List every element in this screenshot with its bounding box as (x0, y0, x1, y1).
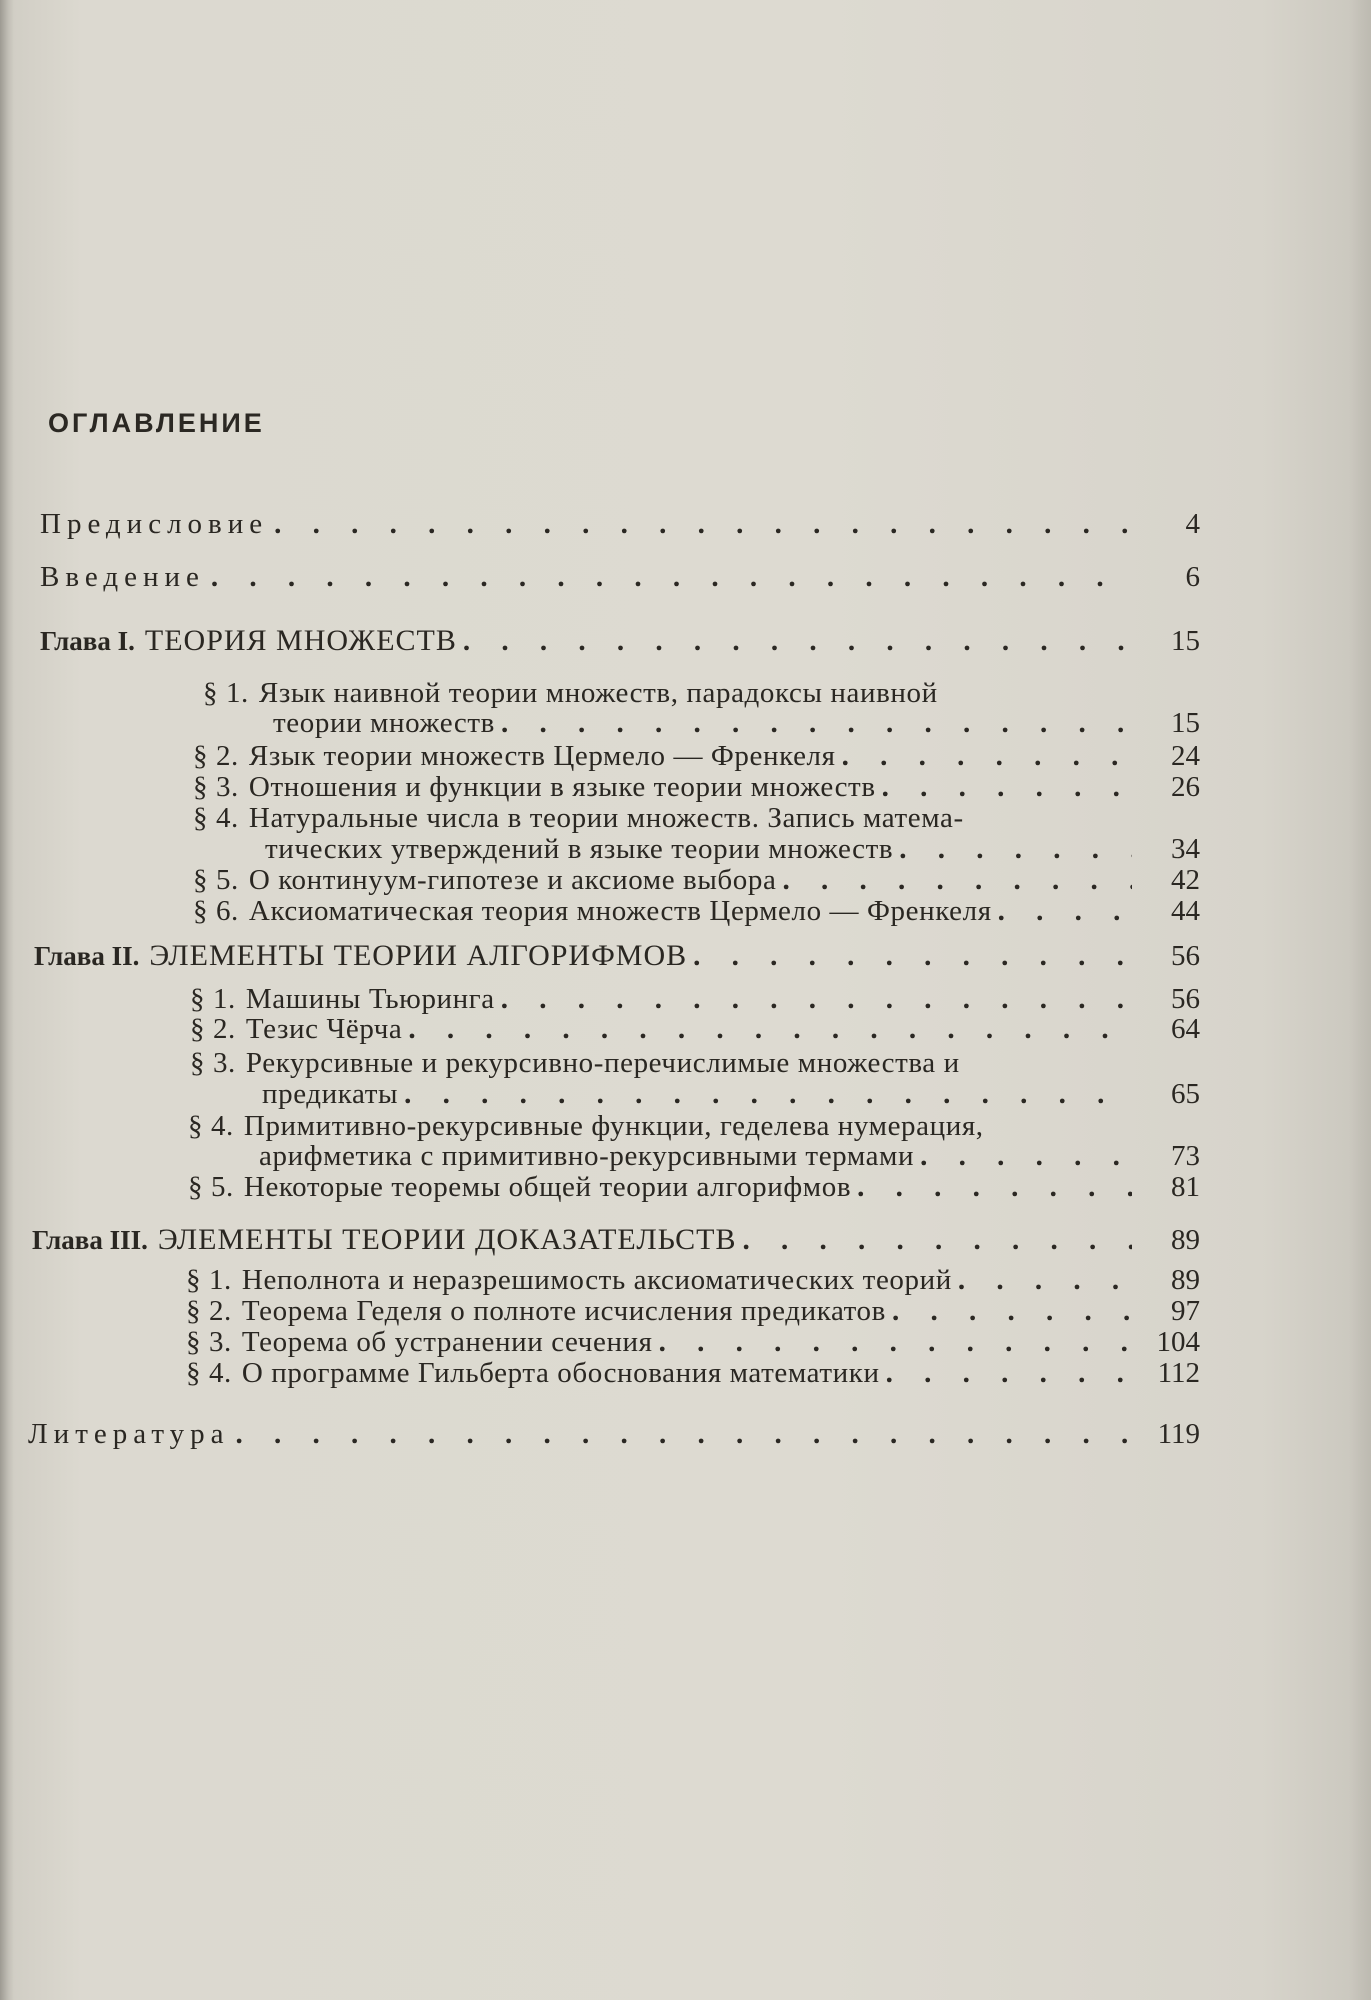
section-title: Рекурсивные и рекурсивно-перечислимые множества и (245, 1047, 960, 1079)
chapter-title: ЭЛЕМЕНТЫ ТЕОРИИ АЛГОРИФМОВ (149, 939, 688, 972)
section-number: § 2. (190, 1013, 236, 1045)
section-number: § 4. (186, 1357, 232, 1389)
section-title-continued: теории множеств (273, 707, 495, 739)
section-title: Язык теории множеств Цермело — Френкеля (248, 740, 836, 772)
toc-chapter-1[interactable] (40, 625, 1200, 657)
toc-page-number: 65 (1171, 1078, 1200, 1110)
toc-section-2-4[interactable] (259, 1140, 1200, 1172)
toc-page-number: 4 (1185, 508, 1200, 540)
toc-section-2-4-line1[interactable] (188, 1110, 984, 1142)
toc-page-number: 6 (1185, 561, 1200, 593)
dot-leader (882, 771, 1132, 803)
toc-page-number: 64 (1171, 1013, 1200, 1045)
toc-entry-literature[interactable] (28, 1418, 1200, 1450)
toc-section-1-2[interactable] (193, 740, 1200, 772)
section-title: Теорема Геделя о полноте исчисления предикатов (241, 1295, 886, 1327)
toc-page-number: 56 (1171, 940, 1200, 972)
toc-section-3-4[interactable] (186, 1357, 1200, 1389)
section-title-continued: арифметика с примитивно-рекурсивными термами (259, 1140, 915, 1172)
toc-heading: ОГЛАВЛЕНИЕ (48, 408, 265, 438)
section-title: Примитивно-рекурсивные функции, геделева нумерация, (243, 1110, 984, 1142)
dot-leader (404, 1078, 1132, 1110)
toc-page-number: 56 (1171, 983, 1200, 1015)
section-title: Язык наивной теории множеств, парадоксы наивной (258, 677, 938, 709)
toc-entry-preface[interactable] (40, 508, 1200, 540)
section-number: § 4. (188, 1110, 234, 1142)
section-number: § 2. (193, 740, 239, 772)
dot-leader (782, 864, 1132, 896)
toc-page-number: 42 (1171, 864, 1200, 896)
toc-page-number: 89 (1171, 1264, 1200, 1296)
toc-section-2-5[interactable] (188, 1171, 1200, 1203)
toc-section-3-2[interactable] (186, 1295, 1200, 1327)
dot-leader (501, 983, 1132, 1015)
dot-leader (958, 1264, 1132, 1296)
section-number: § 3. (190, 1047, 236, 1079)
chapter-label: Глава II. (34, 941, 140, 971)
toc-chapter-2[interactable] (34, 940, 1200, 972)
section-title: Тезис Чёрча (245, 1013, 403, 1045)
toc-section-1-5[interactable] (193, 864, 1200, 896)
toc-entry-introduction[interactable] (40, 561, 1200, 593)
toc-page-number: 44 (1171, 895, 1200, 927)
page-right-edge (1349, 0, 1371, 2000)
section-title-continued: предикаты (262, 1078, 399, 1110)
section-title: О программе Гильберта обоснования математики (241, 1357, 880, 1389)
toc-page-number: 15 (1171, 707, 1200, 739)
toc-page-number: 73 (1171, 1140, 1200, 1172)
toc-section-3-1[interactable] (186, 1264, 1200, 1296)
chapter-title: ТЕОРИЯ МНОЖЕСТВ (144, 624, 457, 657)
section-number: § 3. (193, 771, 239, 803)
toc-entry-title: Литература (28, 1418, 230, 1450)
toc-page-number: 24 (1171, 740, 1200, 772)
dot-leader (886, 1357, 1132, 1389)
section-title: Аксиоматическая теория множеств Цермело — Френкеля (248, 895, 992, 927)
dot-leader (857, 1171, 1132, 1203)
toc-section-1-3[interactable] (193, 771, 1200, 803)
dot-leader (659, 1326, 1132, 1358)
toc-section-1-4[interactable] (265, 833, 1200, 865)
section-title-continued: тических утверждений в языке теории множеств (265, 833, 894, 865)
toc-section-2-3[interactable] (262, 1078, 1200, 1110)
section-number: § 5. (193, 864, 239, 896)
dot-leader (920, 1140, 1132, 1172)
chapter-label: Глава III. (32, 1225, 148, 1255)
toc-section-1-1-line1[interactable] (203, 677, 938, 709)
section-number: § 5. (188, 1171, 234, 1203)
section-number: § 3. (186, 1326, 232, 1358)
toc-page-number: 34 (1171, 833, 1200, 865)
toc-page-number: 81 (1171, 1171, 1200, 1203)
page-binding-edge (0, 0, 14, 2000)
section-number: § 1. (186, 1264, 232, 1296)
toc-section-1-4-line1[interactable] (193, 802, 964, 834)
toc-section-1-1[interactable] (273, 707, 1200, 739)
section-number: § 6. (193, 895, 239, 927)
toc-section-3-3[interactable] (186, 1326, 1200, 1358)
toc-chapter-3[interactable] (32, 1224, 1200, 1256)
dot-leader (501, 707, 1132, 739)
section-title: Неполнота и неразрешимость аксиоматических теорий (241, 1264, 952, 1296)
dot-leader (236, 1418, 1132, 1450)
dot-leader (274, 508, 1132, 540)
dot-leader (842, 740, 1132, 772)
chapter-title: ЭЛЕМЕНТЫ ТЕОРИИ ДОКАЗАТЕЛЬСТВ (157, 1223, 737, 1256)
dot-leader (693, 940, 1132, 972)
dot-leader (408, 1013, 1132, 1045)
dot-leader (743, 1224, 1133, 1256)
chapter-label: Глава I. (40, 626, 135, 656)
section-title: Теорема об устранении сечения (241, 1326, 653, 1358)
dot-leader (463, 625, 1132, 657)
section-title: Машины Тьюринга (245, 983, 495, 1015)
toc-page-number: 15 (1171, 625, 1200, 657)
toc-page-number: 97 (1171, 1295, 1200, 1327)
dot-leader (211, 561, 1132, 593)
section-number: § 2. (186, 1295, 232, 1327)
toc-page-number: 26 (1171, 771, 1200, 803)
toc-entry-title: Предисловие (40, 508, 269, 540)
dot-leader (892, 1295, 1132, 1327)
toc-page-number: 104 (1156, 1326, 1200, 1358)
toc-page-number: 112 (1157, 1357, 1200, 1389)
section-title: Натуральные числа в теории множеств. Запись матема- (248, 802, 964, 834)
toc-section-1-6[interactable] (193, 895, 1200, 927)
toc-section-2-3-line1[interactable] (190, 1047, 960, 1079)
toc-page-number: 89 (1171, 1224, 1200, 1256)
section-title: Отношения и функции в языке теории множеств (248, 771, 876, 803)
toc-section-2-2[interactable] (190, 1013, 1200, 1045)
toc-entry-title: Введение (40, 561, 205, 593)
dot-leader (899, 833, 1132, 865)
dot-leader (998, 895, 1132, 927)
section-number: § 1. (190, 983, 236, 1015)
section-number: § 1. (203, 677, 249, 709)
toc-section-2-1[interactable] (190, 983, 1200, 1015)
section-title: О континуум-гипотезе и аксиоме выбора (248, 864, 777, 896)
section-number: § 4. (193, 802, 239, 834)
toc-page-number: 119 (1157, 1418, 1200, 1450)
section-title: Некоторые теоремы общей теории алгорифмов (243, 1171, 852, 1203)
